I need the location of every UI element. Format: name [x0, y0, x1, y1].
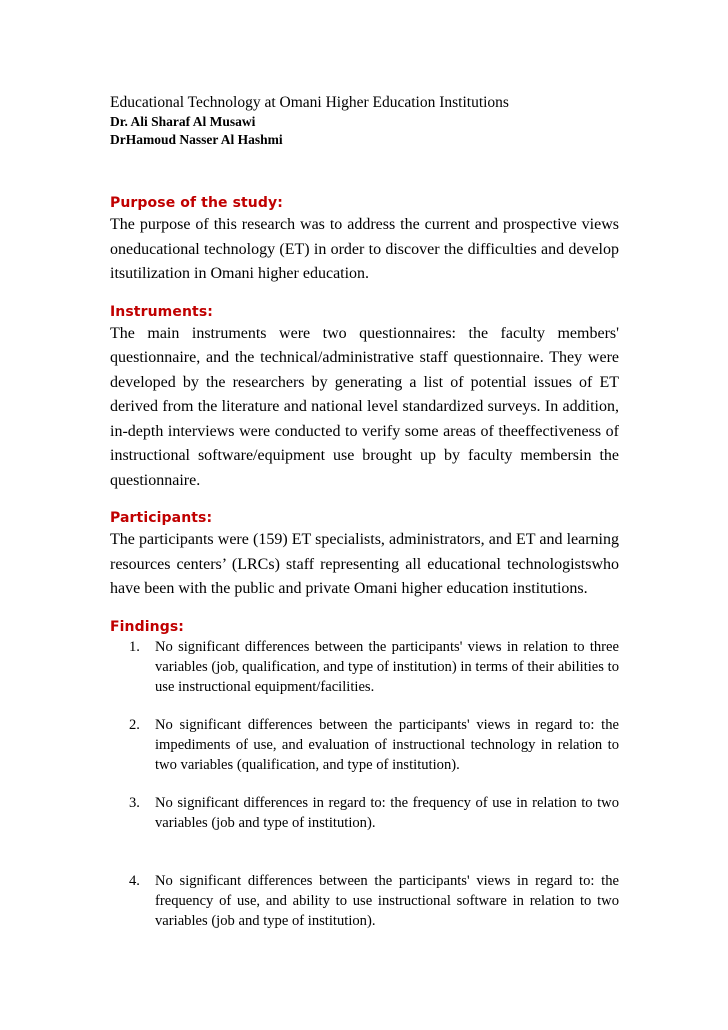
finding-text: No significant differences between the participants' views in regard to: the impediments of use, and evaluation of instructional technology in relation to two variables (qualification, and type of institution).	[155, 716, 619, 773]
finding-text: No significant differences between the participants' views in relation to three variables (job, qualification, and type of institution) in terms of their abilities to use instructional equipment/facilities.	[155, 638, 619, 695]
finding-text: No significant differences between the participants' views in regard to: the frequency of use, and ability to use instructional software in relation to two variables (job and type of institution).	[155, 872, 619, 929]
finding-number: 2.	[129, 716, 140, 733]
author-2: DrHamoud Nasser Al Hashmi	[110, 132, 283, 147]
instruments-section	[110, 302, 619, 494]
findings-section	[110, 617, 619, 931]
purpose-heading: Purpose of the study:	[110, 195, 283, 211]
instruments-heading: Instruments:	[110, 303, 213, 320]
finding-item-3	[110, 793, 619, 833]
finding-item-1	[110, 637, 619, 697]
finding-text: No significant differences in regard to: the frequency of use in relation to two variables (job and type of institution).	[155, 794, 619, 831]
finding-item-2	[110, 715, 619, 775]
document-page	[110, 93, 619, 931]
participants-text: The participants were (159) ET specialists, administrators, and ET and learning resources centers’ (LRCs) staff representing all educational technologistswho have been with the public and private Omani higher education institutions.	[110, 531, 619, 597]
findings-heading: Findings:	[110, 618, 184, 635]
participants-section	[110, 508, 619, 602]
findings-list	[110, 637, 619, 931]
purpose-text: The purpose of this research was to address the current and prospective views oneducational technology (ET) in order to discover the difficulties and develop itsutilization in Omani higher education.	[110, 216, 619, 282]
finding-number: 4.	[129, 872, 140, 889]
finding-number: 1.	[129, 638, 140, 655]
document-title: Educational Technology at Omani Higher Education Institutions	[110, 94, 509, 111]
purpose-section	[110, 193, 619, 287]
participants-heading: Participants:	[110, 510, 213, 526]
finding-item-4	[110, 871, 619, 931]
author-1: Dr. Ali Sharaf Al Musawi	[110, 114, 256, 129]
instruments-text: The main instruments were two questionnaires: the faculty members' questionnaire, and the technical/administrative staff questionnaire. They were developed by the researchers by generating a list of potential issues of ET derived from the literature and national level standardized surveys. In addition, in-depth interviews were conducted to verify some areas of theeffectiveness of instructional software/equipment use brought up by faculty membersin the questionnaire.	[110, 324, 619, 489]
finding-number: 3.	[129, 794, 140, 811]
